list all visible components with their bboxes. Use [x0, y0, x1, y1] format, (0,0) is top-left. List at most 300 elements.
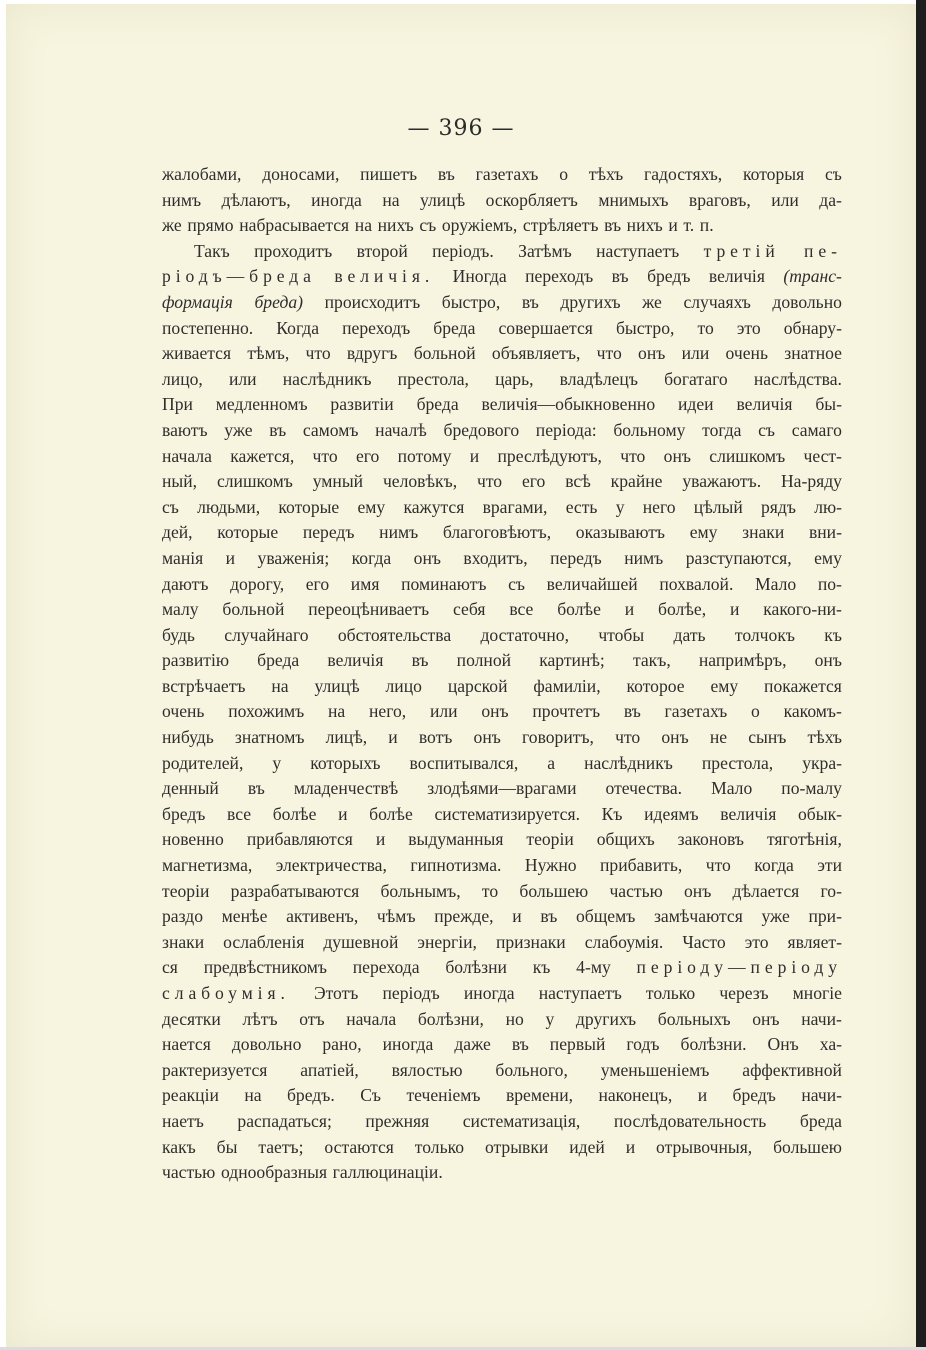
- word: на: [328, 701, 346, 722]
- text-line: [162, 930, 842, 956]
- word: начи-: [801, 1085, 842, 1106]
- word: чтобы: [598, 624, 645, 645]
- word: и: [388, 727, 398, 748]
- word: въ: [623, 701, 641, 722]
- word: какого-ни-: [763, 599, 842, 620]
- word: болѣзни: [445, 957, 507, 978]
- word: которое: [626, 675, 685, 696]
- text-line: [162, 725, 842, 751]
- word: въ: [411, 650, 429, 671]
- word: кажутся: [403, 496, 465, 517]
- word: иногда: [382, 1034, 434, 1055]
- word: а: [547, 752, 556, 773]
- word: бреда: [433, 317, 476, 338]
- word: бы-: [815, 394, 842, 415]
- word: признаки: [495, 931, 566, 952]
- word: прежде,: [434, 906, 494, 927]
- word: стрѣляетъ: [522, 215, 599, 236]
- word: съ: [508, 573, 525, 594]
- text-line: [162, 1032, 842, 1058]
- word: остаются: [324, 1136, 394, 1157]
- word: отрывочныя,: [656, 1136, 753, 1157]
- word: періоду—періоду: [636, 957, 842, 978]
- text-line: [162, 1007, 842, 1033]
- word: покажется: [764, 675, 842, 696]
- text-line: [162, 699, 842, 725]
- word: онъ: [752, 1008, 780, 1029]
- text-line: [162, 597, 842, 623]
- text-line: [162, 1058, 842, 1084]
- word: наслѣдникъ: [584, 752, 673, 773]
- word: съ: [824, 164, 842, 184]
- word: бреда: [416, 394, 459, 415]
- text-line: [162, 469, 842, 495]
- text-line: [162, 955, 842, 981]
- word: врагами,: [482, 496, 548, 517]
- text-line: [162, 239, 842, 265]
- text-line: [162, 213, 842, 239]
- word: обнару-: [783, 317, 842, 338]
- word: въ: [511, 1034, 529, 1055]
- text-line: [162, 572, 842, 598]
- word: толчокъ: [734, 624, 795, 645]
- word: живается: [162, 343, 232, 364]
- word: болѣе: [272, 803, 317, 824]
- word: обстоятельства: [337, 624, 452, 645]
- word: большею: [519, 880, 589, 901]
- word: больной: [413, 343, 476, 364]
- word: многіе: [792, 983, 842, 1003]
- word: все: [227, 803, 252, 824]
- word: съ: [419, 215, 437, 236]
- word: оказываютъ: [575, 522, 666, 543]
- word: знатное: [784, 343, 842, 364]
- word: быстро,: [441, 291, 501, 312]
- word: то: [697, 317, 714, 338]
- word: преслѣдуютъ,: [497, 445, 602, 466]
- word: болѣе: [557, 599, 601, 620]
- word: по-малу: [781, 778, 842, 799]
- word: дорогу,: [230, 573, 285, 594]
- word: электричества,: [275, 855, 387, 876]
- word: вдругъ: [346, 343, 398, 364]
- word: лю-: [814, 496, 842, 517]
- word: Когда: [276, 317, 320, 338]
- word: въ: [611, 266, 629, 287]
- word: первый: [549, 1034, 606, 1055]
- word: аффективной: [742, 1059, 842, 1080]
- word: тяготѣнія,: [766, 829, 842, 850]
- word: него: [642, 496, 676, 517]
- word: величія: [736, 394, 793, 415]
- text-line: [162, 1160, 842, 1186]
- word: нибудь: [162, 727, 214, 748]
- word: на: [382, 189, 400, 210]
- word: оружіемъ,: [441, 215, 518, 236]
- word: больного,: [495, 1059, 568, 1080]
- word: у: [272, 752, 282, 773]
- word: онъ: [481, 701, 509, 722]
- word: даютъ: [162, 573, 209, 594]
- word: лѣтъ: [242, 1008, 278, 1029]
- word: и: [624, 599, 635, 620]
- word: Мало: [755, 573, 797, 594]
- text-line: [162, 827, 842, 853]
- word: все: [509, 599, 534, 620]
- word: общихъ: [596, 829, 655, 850]
- text-line: [162, 981, 842, 1007]
- word: знаки: [162, 931, 205, 952]
- word: ослабленія: [223, 931, 305, 952]
- word: уже: [761, 906, 790, 927]
- word: ему: [814, 547, 842, 568]
- word: Къ: [601, 803, 623, 824]
- word: но: [505, 1008, 524, 1029]
- word: рактеризуется: [162, 1059, 268, 1080]
- word: (транс-: [783, 266, 842, 287]
- word: реакціи: [162, 1085, 219, 1106]
- word: его: [521, 471, 546, 492]
- word: эти: [817, 855, 842, 876]
- word: нимъ: [162, 189, 202, 210]
- word: о: [751, 701, 760, 722]
- word: умный: [312, 471, 364, 492]
- text-line: [162, 623, 842, 649]
- word: будь: [162, 624, 195, 645]
- word: ха-: [819, 1034, 842, 1055]
- word: вотъ: [418, 727, 453, 748]
- word: выдуманныя: [408, 829, 504, 850]
- word: всѣ: [565, 471, 591, 492]
- word: наконецъ,: [598, 1085, 673, 1106]
- word: поминаютъ: [401, 573, 487, 594]
- word: у: [545, 1008, 555, 1029]
- word: людьми,: [197, 496, 261, 517]
- word: похожимъ: [228, 701, 305, 722]
- word: имя: [350, 573, 380, 594]
- word: встрѣчаетъ: [162, 675, 246, 696]
- word: слишкомъ: [216, 471, 293, 492]
- word: это: [744, 931, 769, 952]
- word: младенчествѣ: [293, 778, 399, 799]
- word: родителей,: [162, 752, 244, 773]
- word: ему: [689, 522, 718, 543]
- word: злодѣями—врагами: [427, 778, 577, 799]
- word: очень: [162, 701, 205, 722]
- word: величія: [708, 266, 765, 287]
- word: послѣдовательность: [613, 1110, 767, 1131]
- page-text: [162, 162, 842, 1186]
- word: уважаютъ.: [682, 471, 762, 492]
- word: величія: [327, 650, 384, 671]
- word: то: [481, 880, 499, 901]
- word: очень: [725, 343, 768, 364]
- word: иногда: [463, 983, 515, 1003]
- word: Иногда: [452, 266, 507, 287]
- word: общемъ: [575, 906, 636, 927]
- text-line: [162, 316, 842, 342]
- word: бредъ: [162, 803, 206, 824]
- word: активенъ,: [286, 906, 359, 927]
- word: въ: [604, 215, 622, 236]
- word: которыхъ: [310, 752, 381, 773]
- word: по-: [817, 573, 842, 594]
- word: Онъ: [767, 1034, 799, 1055]
- word: наслѣдства.: [753, 368, 842, 389]
- word: набрасывается: [239, 215, 350, 236]
- text-line: [162, 392, 842, 418]
- word: отъ: [299, 1008, 325, 1029]
- text-line: [162, 1109, 842, 1135]
- word: ему: [357, 496, 386, 517]
- word: такъ,: [632, 650, 671, 671]
- word: жалобами,: [162, 164, 242, 184]
- word: обык-: [798, 803, 842, 824]
- word: Затѣмъ: [518, 240, 572, 261]
- word: бреда: [257, 650, 300, 671]
- word: начи-: [801, 1008, 842, 1029]
- word: переходъ: [342, 317, 411, 338]
- word: распадаться;: [237, 1110, 332, 1131]
- word: слабоумія.: [584, 931, 664, 952]
- word: уваженія;: [257, 547, 330, 568]
- word: въ: [269, 419, 287, 440]
- text-line: [162, 341, 842, 367]
- word: пишетъ: [360, 164, 418, 184]
- word: мнимыхъ: [598, 189, 669, 210]
- word: это: [736, 317, 761, 338]
- word: болѣе,: [658, 599, 707, 620]
- word: развитію: [162, 650, 229, 671]
- word: передъ: [550, 547, 602, 568]
- word: ріодъ—бреда: [162, 266, 316, 287]
- word: какъ: [162, 1136, 196, 1157]
- word: разрабатываются: [230, 880, 360, 901]
- text-line: [162, 853, 842, 879]
- word: же: [162, 215, 182, 236]
- word: напримѣръ,: [698, 650, 787, 671]
- word: нихъ: [626, 215, 663, 236]
- word: и: [729, 599, 740, 620]
- word: денный: [162, 778, 219, 799]
- word: цѣлый: [693, 496, 743, 517]
- word: и: [697, 1085, 708, 1106]
- word: на: [354, 215, 373, 236]
- word: вни-: [808, 522, 842, 543]
- word: онъ: [661, 727, 689, 748]
- word: богатаго: [664, 368, 728, 389]
- word: царской: [447, 675, 508, 696]
- word: или: [771, 189, 799, 210]
- word: вялостью: [391, 1059, 463, 1080]
- word: величія.: [334, 266, 435, 287]
- word: дей,: [162, 522, 193, 543]
- word: на: [271, 675, 289, 696]
- word: самомъ: [302, 419, 359, 440]
- word: лицо: [385, 675, 422, 696]
- word: при-: [808, 906, 842, 927]
- word: тогда: [702, 419, 742, 440]
- word: періодъ.: [432, 240, 494, 261]
- word: гадостяхъ,: [644, 164, 723, 184]
- word: т.: [683, 215, 695, 236]
- word: гипнотизма.: [410, 855, 502, 876]
- word: прибавляются: [246, 829, 353, 850]
- word: дѣлается: [732, 880, 800, 901]
- word: и: [469, 445, 480, 466]
- text-line: [162, 495, 842, 521]
- word: фамиліи,: [533, 675, 601, 696]
- text-line: [162, 444, 842, 470]
- word: апатіей,: [300, 1059, 359, 1080]
- word: газетахъ: [475, 164, 539, 184]
- word: го-: [820, 880, 842, 901]
- word: которыя: [743, 164, 805, 184]
- word: Такъ: [194, 240, 230, 261]
- word: наступаетъ: [538, 983, 622, 1003]
- word: больному: [613, 419, 686, 440]
- word: или: [228, 368, 257, 389]
- word: же: [642, 291, 662, 312]
- word: бредъ: [647, 266, 691, 287]
- word: не: [709, 727, 728, 748]
- word: Нужно: [524, 855, 577, 876]
- word: душевной: [323, 931, 399, 952]
- word: тѣмъ,: [247, 343, 290, 364]
- word: которые: [278, 496, 340, 517]
- word: бредъ.: [286, 1085, 335, 1106]
- word: онъ: [663, 445, 691, 466]
- word: теченіемъ: [406, 1085, 481, 1106]
- word: и: [338, 803, 348, 824]
- word: годъ: [626, 1034, 660, 1055]
- word: большею: [773, 1136, 842, 1157]
- text-line: [162, 751, 842, 777]
- word: потому: [397, 445, 452, 466]
- word: и: [375, 829, 386, 850]
- word: медленномъ: [215, 394, 308, 415]
- word: случайнаго: [224, 624, 309, 645]
- word: у: [615, 496, 625, 517]
- word: онъ: [814, 650, 842, 671]
- text-line: [162, 367, 842, 393]
- word: прежняя: [365, 1110, 430, 1131]
- word: магнетизма,: [162, 855, 253, 876]
- word: когда: [351, 547, 392, 568]
- word: величія—обыкновенно: [481, 394, 656, 415]
- word: крайне: [610, 471, 663, 492]
- text-line: [162, 520, 842, 546]
- word: и: [225, 547, 236, 568]
- word: есть: [565, 496, 598, 517]
- text-line: [162, 648, 842, 674]
- text-line: [162, 904, 842, 930]
- text-line: [162, 674, 842, 700]
- word: ся: [162, 957, 178, 978]
- word: знатномъ: [234, 727, 305, 748]
- word: иногда: [311, 189, 362, 210]
- word: больнымъ,: [380, 880, 461, 901]
- word: третій: [703, 240, 780, 261]
- text-line: [162, 264, 842, 290]
- text-line: [162, 1135, 842, 1161]
- word: прямо: [187, 215, 234, 236]
- word: на: [244, 1085, 262, 1106]
- word: рано,: [322, 1034, 362, 1055]
- word: и: [668, 215, 678, 236]
- word: развитіи: [330, 394, 394, 415]
- word: малу: [162, 599, 199, 620]
- word: лицо,: [162, 368, 203, 389]
- word: десятки: [162, 1008, 221, 1029]
- word: или: [681, 343, 710, 364]
- word: Мало: [711, 778, 753, 799]
- text-line: [162, 1083, 842, 1109]
- word: что: [615, 727, 641, 748]
- text-line: [162, 546, 842, 572]
- word: газетахъ: [664, 701, 728, 722]
- word: къ: [824, 624, 842, 645]
- word: въ: [437, 164, 455, 184]
- word: что: [312, 445, 338, 466]
- word: сынъ: [748, 727, 787, 748]
- word: второй: [356, 240, 408, 261]
- word: ваютъ: [162, 419, 208, 440]
- word: тѣхъ: [588, 164, 624, 184]
- word: начала: [346, 1008, 397, 1029]
- word: престола,: [701, 752, 774, 773]
- word: нихъ: [377, 215, 414, 236]
- word: манія: [162, 547, 204, 568]
- word: законовъ: [677, 829, 745, 850]
- word: тѣхъ: [807, 727, 842, 748]
- word: идеямъ: [644, 803, 699, 824]
- word: систематизація,: [462, 1110, 581, 1131]
- word: въ: [247, 778, 265, 799]
- word: довольно: [772, 291, 842, 312]
- word: когда: [754, 855, 794, 876]
- word: дать: [673, 624, 706, 645]
- word: него,: [369, 701, 407, 722]
- word: какомъ-: [783, 701, 842, 722]
- word: частью: [609, 880, 663, 901]
- word: отечества.: [605, 778, 683, 799]
- word: входитъ,: [463, 547, 528, 568]
- word: чѣмъ: [376, 906, 416, 927]
- word: онъ: [638, 343, 666, 364]
- word: да-: [819, 189, 842, 210]
- word: онъ: [413, 547, 441, 568]
- word: похвалой.: [659, 573, 734, 594]
- text-line: [162, 879, 842, 905]
- text-line: [162, 802, 842, 828]
- page-number: — 396 —: [407, 116, 515, 141]
- word: благоговѣютъ,: [442, 522, 552, 543]
- word: начала: [162, 445, 212, 466]
- word: болѣзни,: [417, 1008, 484, 1029]
- word: и: [625, 1136, 636, 1157]
- word: переоцѣниваетъ: [308, 599, 430, 620]
- word: въ: [521, 291, 539, 312]
- word: періода:: [535, 419, 597, 440]
- word: онъ: [473, 727, 501, 748]
- text-line: [162, 188, 842, 214]
- word: При: [162, 394, 193, 415]
- word: совершается: [498, 317, 593, 338]
- word: черезъ: [719, 983, 769, 1003]
- word: въ: [540, 906, 558, 927]
- word: передъ: [302, 522, 355, 543]
